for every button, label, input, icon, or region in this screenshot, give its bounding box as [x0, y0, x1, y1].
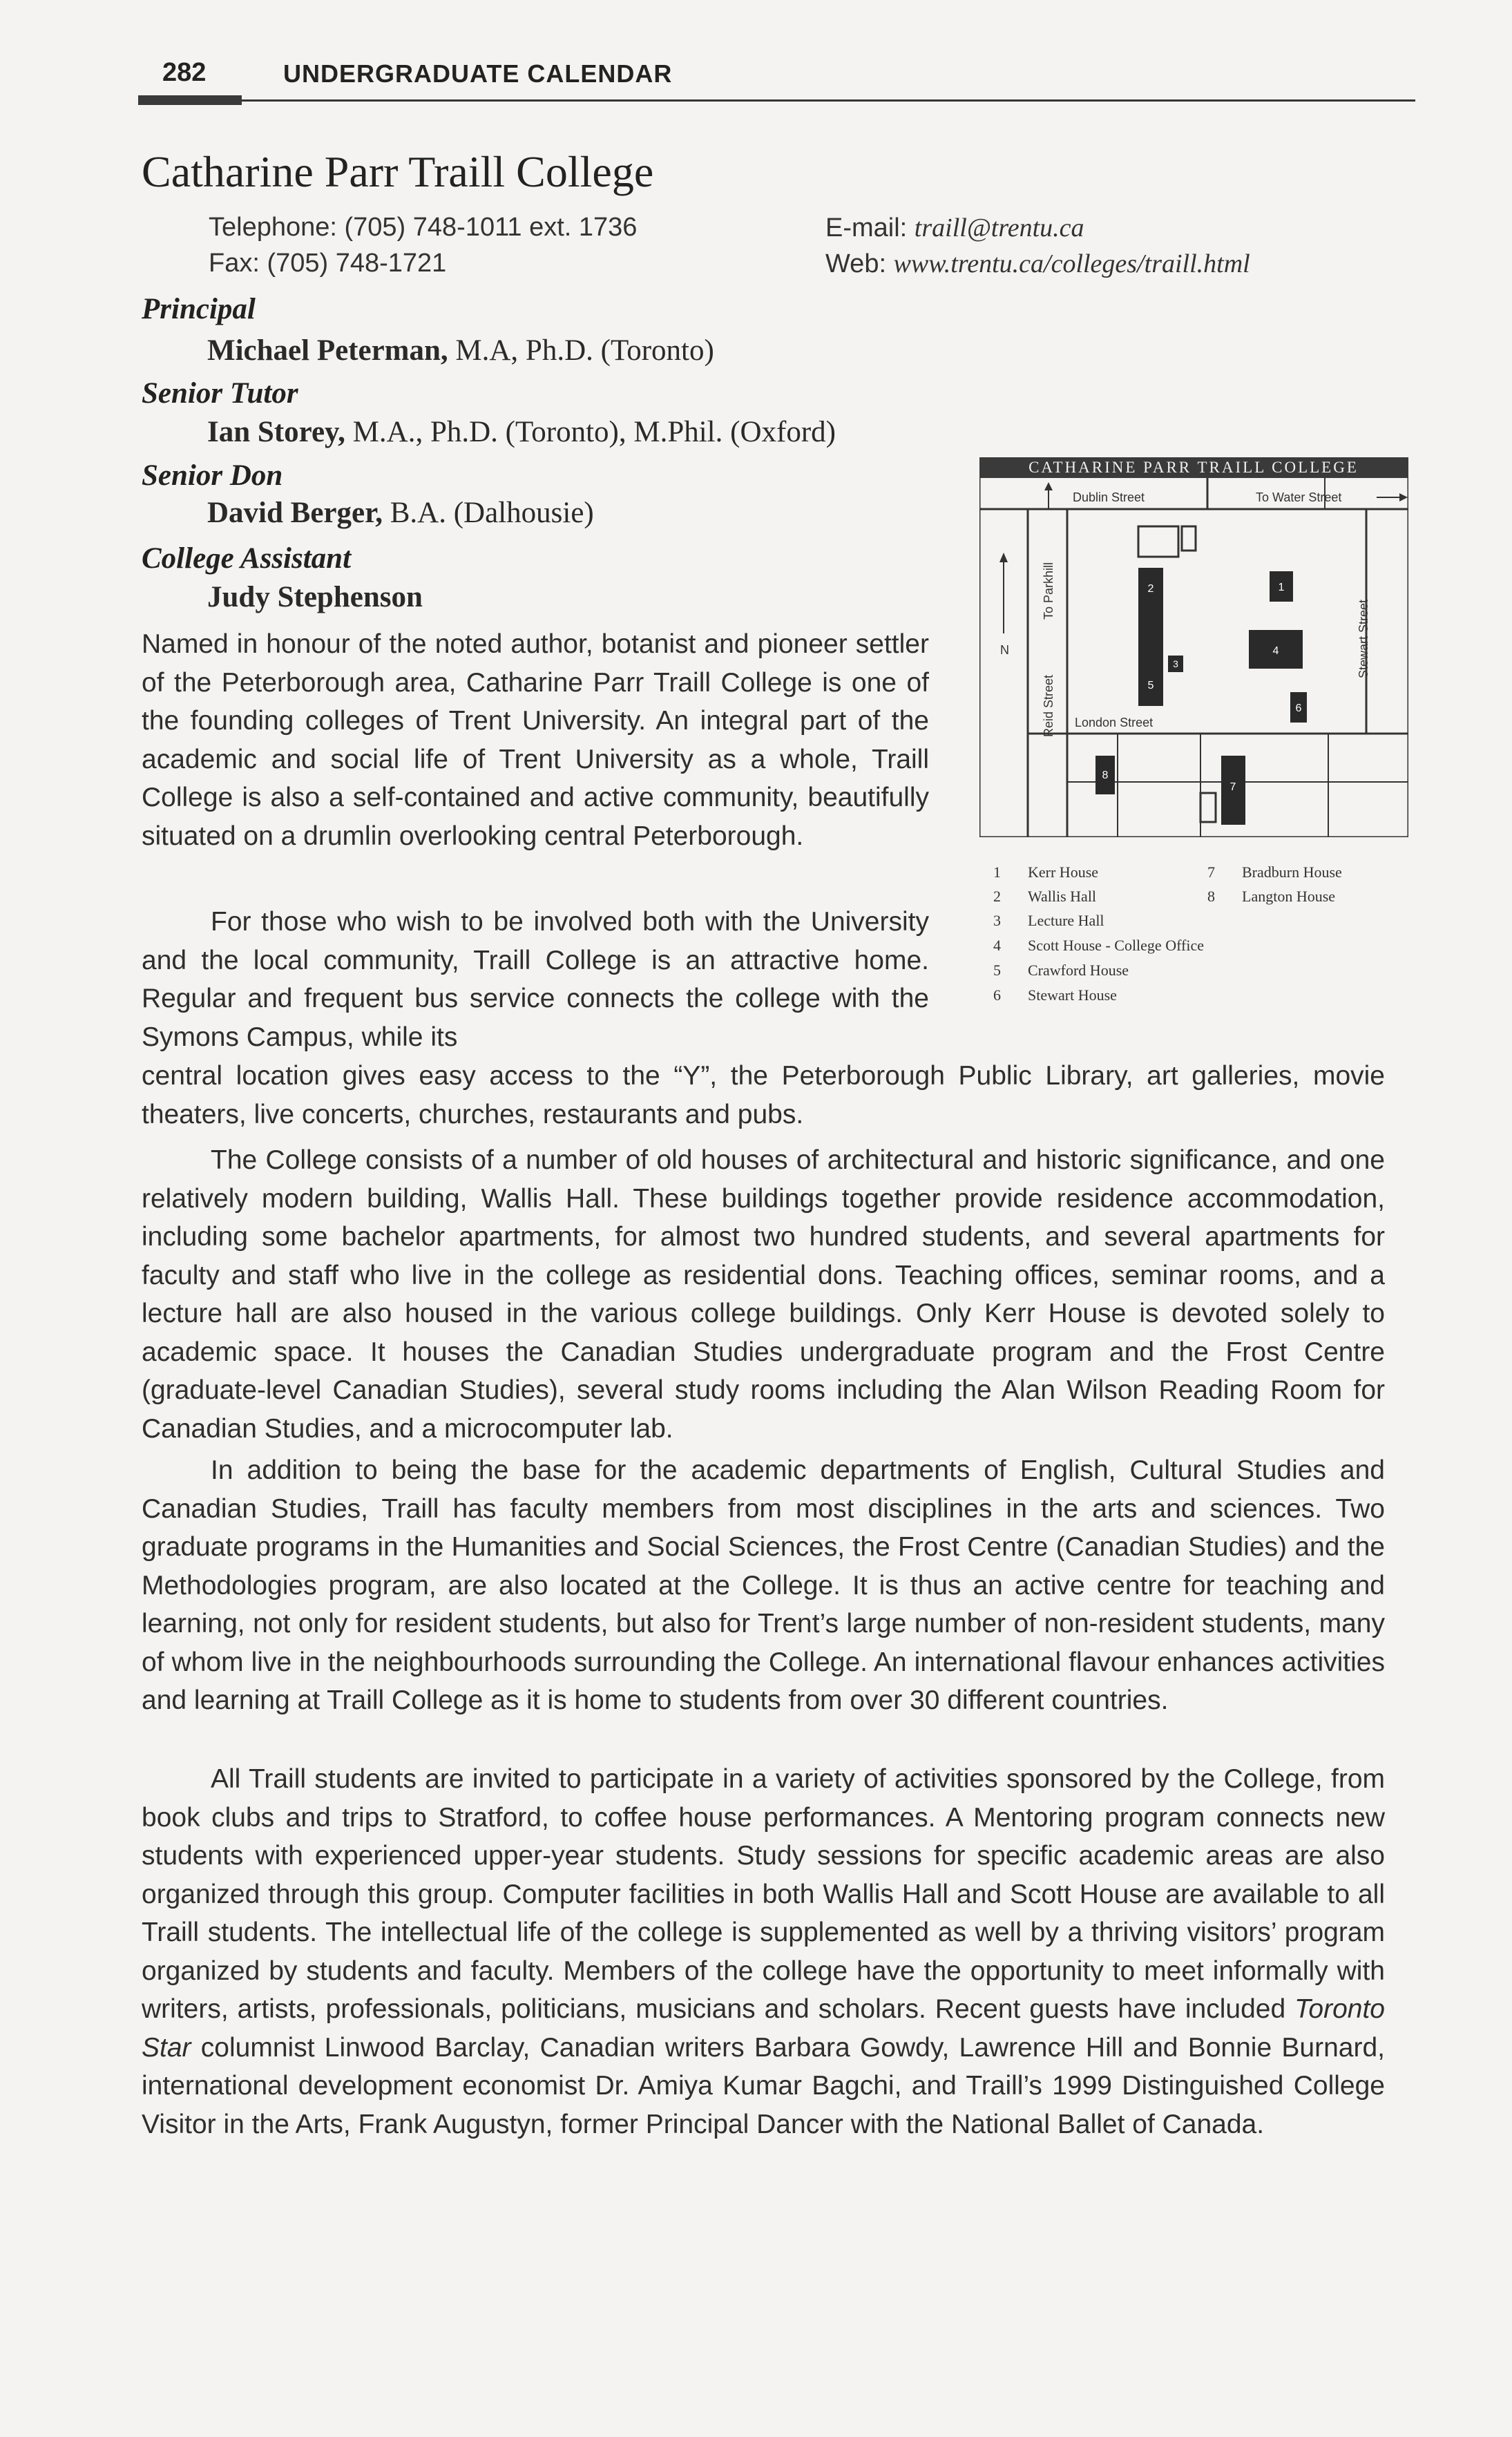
- building-label-2: 2: [1147, 583, 1154, 595]
- person-name: Ian Storey,: [207, 416, 345, 448]
- telephone: Telephone: (705) 748-1011 ext. 1736: [209, 213, 638, 242]
- legend-item: 4 Scott House - College Office: [993, 937, 1204, 954]
- email-line: [825, 213, 1084, 243]
- person-credentials: B.A. (Dalhousie): [383, 497, 594, 529]
- street-reid: Reid Street: [1042, 674, 1055, 737]
- building-label-5: 5: [1147, 680, 1154, 691]
- senior-don-name: [207, 496, 594, 530]
- paragraph-academics: In addition to being the base for the academic departments of English, Cultural Studies and Canadian Studies, Traill has faculty members from most disciplines in the arts and sciences. Two graduate programs in the Humanities and Social Sciences, the Frost Centre (Canadian Studies) and the Methodologies program, are also located at the College. It is thus an active centre for teaching and learning, not only for resident students, but also for Trent’s large number of non-resident students, many of whom live in the neighbourhoods surrounding the College. An international flavour enhances activities and learning at Traill College as it is home to students from over 30 different countries.: [142, 1455, 1385, 1715]
- building-label-1: 1: [1278, 582, 1285, 593]
- building-label-7: 7: [1229, 781, 1236, 793]
- person-name: Judy Stephenson: [207, 581, 423, 613]
- legend-item: 1 Kerr House: [993, 863, 1099, 881]
- person-name: David Berger,: [207, 497, 383, 529]
- paragraph-location-a: For those who wish to be involved both with the University and the local community, Traill College is an attractive home. Regular and frequent bus service connects the college with the Symons Campus, while its: [142, 907, 929, 1052]
- legend-item: 6 Stewart House: [993, 986, 1117, 1004]
- campus-map: [979, 457, 1408, 837]
- paragraph-activities: All Traill students are invited to participate in a variety of activities sponsored by the College, from book clubs and trips to Stratford, to coffee house performances. A Mentoring program connects new students with experienced upper-year students. Study sessions for specific academic areas are also organized through this group. Computer facilities in both Wallis Hall and Scott House are available to all Traill students. The intellectual life of the college is supplemented as well by a thriving visitors’ program organized by students and faculty. Members of the college have the opportunity to meet informally with writers, artists, professionals, politicians, musicians and scholars. Recent guests have included Toronto Star columnist Linwood Barclay, Canadian writers Barbara Gowdy, Lawrence Hill and Bonnie Burnard, international development economist Dr. Amiya Kumar Bagchi, and Traill’s 1999 Distinguished College Visitor in the Arts, Frank Augustyn, former Principal Dancer with the National Ballet of Canada.: [142, 1764, 1385, 2139]
- legend-item: 7 Bradburn House: [1207, 863, 1342, 881]
- legend-item: 3 Lecture Hall: [993, 912, 1104, 929]
- fax: Fax: (705) 748-1721: [209, 249, 447, 278]
- page-header: [138, 54, 1415, 102]
- person-credentials: M.A, Ph.D. (Toronto): [448, 334, 714, 367]
- building-label-8: 8: [1102, 770, 1109, 781]
- legend-item: 2 Wallis Hall: [993, 888, 1097, 905]
- page-title: Catharine Parr Traill College: [142, 147, 654, 196]
- street-stewart: Stewart Street: [1357, 599, 1370, 678]
- running-title: UNDERGRADUATE CALENDAR: [283, 59, 673, 88]
- header-rule-block: [138, 95, 242, 105]
- principal-name: [207, 334, 714, 367]
- role-senior-tutor: Senior Tutor: [142, 377, 298, 410]
- role-principal: Principal: [142, 293, 256, 325]
- web-link[interactable]: www.trentu.ca/colleges/traill.html: [893, 249, 1250, 278]
- street-parkhill: To Parkhill: [1042, 562, 1055, 620]
- legend-item: 5 Crawford House: [993, 962, 1129, 979]
- person-credentials: M.A., Ph.D. (Toronto), M.Phil. (Oxford): [345, 416, 836, 448]
- street-london: London Street: [1075, 716, 1154, 729]
- street-water: To Water Street: [1256, 490, 1342, 504]
- email-label: E-mail:: [825, 213, 908, 242]
- senior-tutor-name: [207, 415, 836, 449]
- page-number: 282: [162, 58, 207, 87]
- role-college-assistant: College Assistant: [142, 542, 352, 575]
- paragraph-intro: Named in honour of the noted author, botanist and pioneer settler of the Peterborough area, Catharine Parr Traill College is one of the founding colleges of Trent University. An integral part of the academic and social life of Trent University as a whole, Traill College is also a self-contained and active community, beautifully situated on a drumlin overlooking central Peterborough.: [142, 629, 929, 851]
- person-name: Michael Peterman,: [207, 334, 448, 367]
- legend-item: 8 Langton House: [1207, 888, 1336, 905]
- college-assistant-name: [207, 580, 423, 614]
- building-label-4: 4: [1272, 645, 1279, 657]
- web-line: [825, 249, 1250, 279]
- header-rule: [138, 99, 1415, 102]
- newspaper-title: Toronto Star: [142, 1994, 1385, 2063]
- building-label-6: 6: [1295, 703, 1302, 714]
- north-label: N: [1000, 643, 1009, 657]
- web-label: Web:: [825, 249, 887, 278]
- paragraph-location-b: central location gives easy access to the “Y”, the Peterborough Public Library, art galleries, movie theaters, live concerts, churches, restaurants and pubs.: [142, 1061, 1385, 1129]
- building-label-3: 3: [1173, 658, 1178, 669]
- map-title: CATHARINE PARR TRAILL COLLEGE: [1028, 459, 1359, 476]
- map-legend: [979, 863, 1408, 1015]
- paragraph-buildings: The College consists of a number of old houses of architectural and historic significance, and one relatively modern building, Wallis Hall. These buildings together provide residence accommodation, including some bachelor apartments, for almost two hundred students, and several apartments for faculty and staff who live in the college as residential dons. Teaching offices, seminar rooms, and a lecture hall are also housed in the various college buildings. Only Kerr House is devoted solely to academic space. It houses the Canadian Studies undergraduate program and the Frost Centre (graduate-level Canadian Studies), several study rooms including the Alan Wilson Reading Room for Canadian Studies, and a microcomputer lab.: [142, 1145, 1385, 1444]
- email-link[interactable]: traill@trentu.ca: [914, 213, 1084, 242]
- role-senior-don: Senior Don: [142, 459, 283, 492]
- street-dublin: Dublin Street: [1073, 490, 1145, 504]
